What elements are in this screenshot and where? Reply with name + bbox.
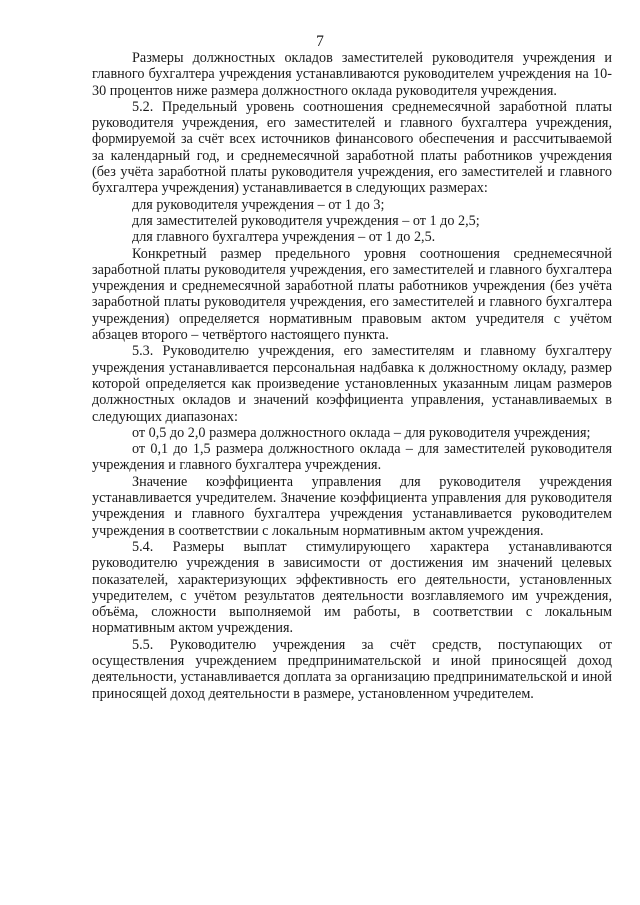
paragraph-5-3: 5.3. Руководителю учреждения, его заместителям и главному бухгалтеру учреждения устанавливается персональная надбавка к должностному окладу, размер которой определяется как произведение установленных указанным лицам размеров должностных окладов и значений коэффициента управления, устанавливаемых в следующих диапазонах:: [92, 343, 612, 425]
page-number: 7: [316, 33, 324, 50]
paragraph-coefficient-value: Значение коэффициента управления для руководителя учреждения устанавливается учредителем. Значение коэффициента управления для руководителя учреждения и главного бухгалтера учреждения устанавливается руководителем учреждения в соответствии с локальным нормативным актом учреждения.: [92, 473, 612, 539]
document-body: [92, 50, 612, 702]
paragraph-deputy-salaries: Размеры должностных окладов заместителей руководителя учреждения и главного бухгалтера учреждения устанавливаются руководителем учреждения на 10-30 процентов ниже размера должностного оклада руководителя учреждения.: [92, 50, 612, 99]
list-item-deputy-coefficient: от 0,1 до 1,5 размера должностного оклада – для заместителей руководителя учреждения и главного бухгалтера учреждения.: [92, 441, 612, 474]
list-item-deputy-ratio: для заместителей руководителя учреждения – от 1 до 2,5;: [132, 212, 480, 229]
list-item-accountant-ratio: для главного бухгалтера учреждения – от 1 до 2,5.: [132, 229, 436, 246]
paragraph-5-5: 5.5. Руководителю учреждения за счёт средств, поступающих от осуществления учреждением предпринимательской и иной приносящей доход деятельности, устанавливается доплата за организацию предпринимательской и иной приносящей доход деятельности в размере, установленном учредителем.: [92, 636, 612, 702]
paragraph-5-4: 5.4. Размеры выплат стимулирующего характера устанавливаются руководителю учреждения в зависимости от достижения им значений целевых показателей, характеризующих эффективность его деятельности, установленных учредителем, с учётом результатов деятельности возглавляемого им учреждения, объёма, сложности выполняемой им работы, в соответствии с локальным нормативным актом учреждения.: [92, 538, 612, 637]
list-item-director-ratio: для руководителя учреждения – от 1 до 3;: [132, 196, 385, 213]
paragraph-specific-ratio: Конкретный размер предельного уровня соотношения среднемесячной заработной платы руководителя учреждения, его заместителей и главного бухгалтера учреждения и среднемесячной заработной платы работников учреждения (без учёта заработной платы руководителя учреждения, его заместителей и главного бухгалтера учреждения) определяется нормативным правовым актом учредителя с учётом абзацев второго – четвёртого настоящего пункта.: [92, 245, 612, 344]
list-item-director-coefficient: от 0,5 до 2,0 размера должностного оклада – для руководителя учреждения;: [132, 424, 591, 441]
paragraph-5-2: 5.2. Предельный уровень соотношения среднемесячной заработной платы руководителя учреждения, его заместителей и главного бухгалтера учреждения, формируемой за счёт всех источников финансового обеспечения и рассчитываемой за календарный год, и среднемесячной заработной платы работников учреждения (без учёта заработной платы руководителя учреждения, его заместителей и главного бухгалтера учреждения) устанавливается в следующих размерах:: [92, 98, 612, 197]
